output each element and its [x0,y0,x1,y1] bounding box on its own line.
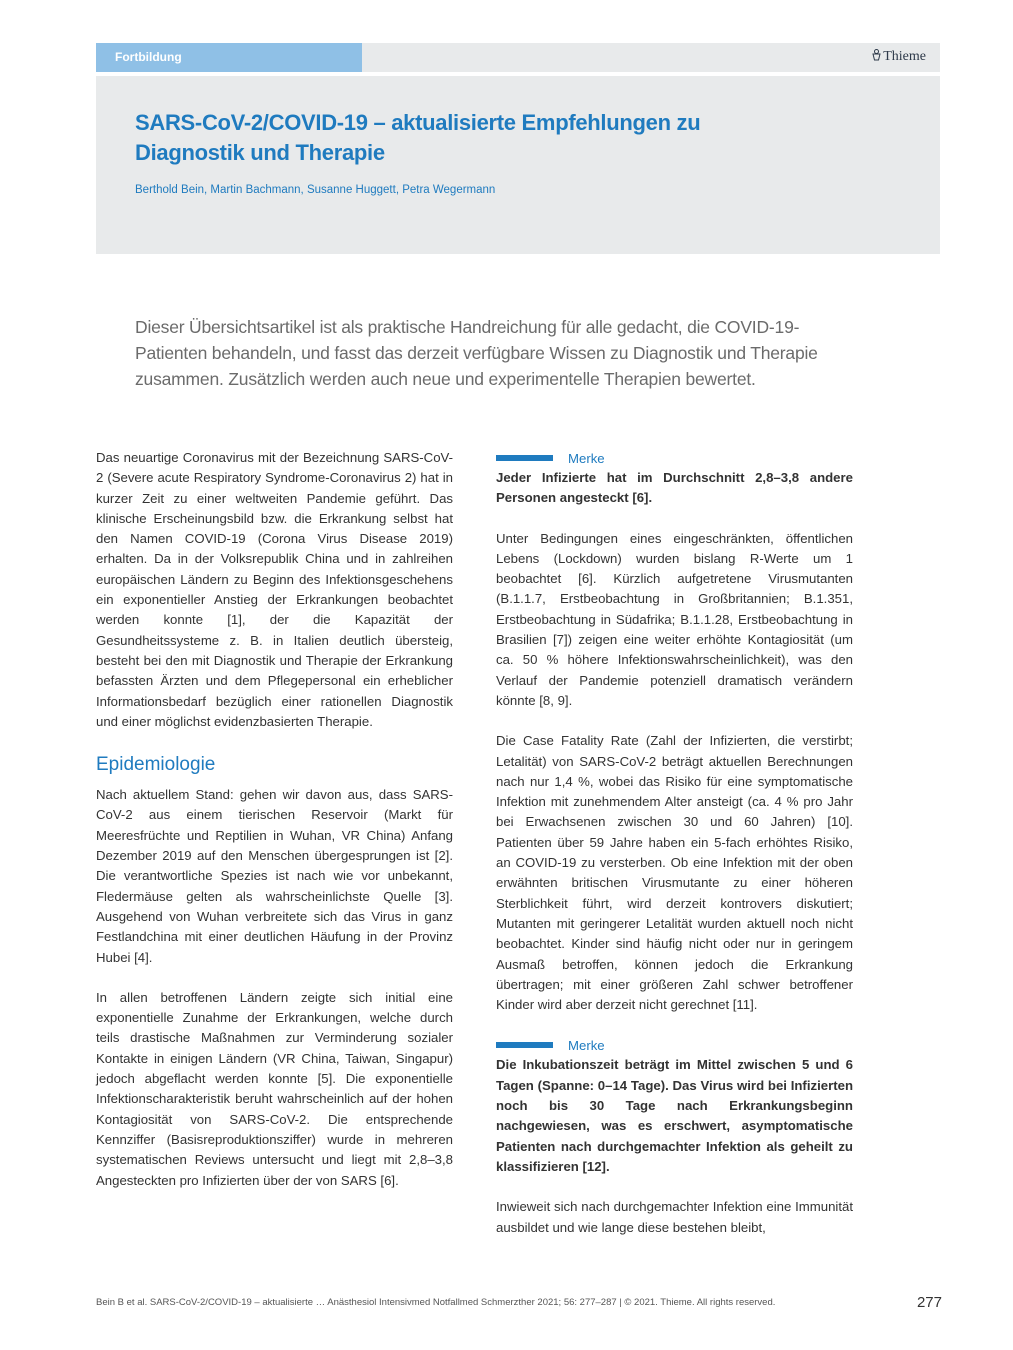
article-title: SARS-CoV-2/COVID-19 – aktualisierte Empfehlungen zu Diagnostik und Therapie [135,110,701,165]
article-authors: Berthold Bein, Martin Bachmann, Susanne Huggett, Petra Wegermann [135,184,496,196]
right-column [496,448,853,1258]
footer-citation: Bein B et al. SARS-CoV-2/COVID-19 – aktualisierte … Anästhesiol Intensivmed Notfallmed Schmerzther 2021; 56: 277–287 | © 2021. Thieme. All rights reserved. [96,1297,776,1308]
publisher-name: Thieme [883,49,926,64]
thieme-logo-icon [872,49,881,61]
body-paragraph: Unter Bedingungen eines eingeschränkten, öffentlichen Lebens (Lockdown) wurden bislang R-Werte um 1 beobachtet [6]. Kürzlich aufgetretene Virusmutanten (B.1.1.7, Erstbeobachtung in Großbritannien; B.1.351, Erstbeobachtung in Südafrika; B.1.1.28, Erstbeobachtung in Brasilien [7]) zeigen eine weiter erhöhte Kontagiosität (um ca. 50 % höhere Infektionswahrscheinlichkeit), was den Verlauf der Pandemie potenziell dramatisch verändern könnte [8, 9]. [496,530,853,708]
header-bar [96,43,940,72]
merke-box [496,1035,853,1177]
merke-text: Die Inkubationszeit beträgt im Mittel zwischen 5 und 6 Tagen (Spanne: 0–14 Tage). Das Virus wird bei Infizierten noch bis 30 Tage nach Erkrankungsbeginn nachgewiesen, was es erschwert, asymptomatische Patienten nach durchgemachter Infektion als geheilt zu klassifizieren [12]. [496,1057,853,1174]
section-label: Fortbildung [96,43,362,72]
body-paragraph: Nach aktuellem Stand: gehen wir davon aus, dass SARS-CoV-2 aus einem tierischen Reservoir (Markt für Meeresfrüchte und Reptilien in Wuhan, VR China) Anfang Dezember 2019 auf den Menschen übergesprungen ist [2]. Die verantwortliche Spezies ist nach wie vor unbekannt, Fledermäuse gelten als wahrscheinlichste Quelle [3]. Ausgehend von Wuhan verbreitete sich das Virus in ganz Festlandchina mit einer deutlichen Häufung in der Provinz Hubei [4]. [96,787,453,965]
merke-label: Merke [568,1037,605,1053]
body-paragraph: Inwieweit sich nach durchgemachter Infektion eine Immunität ausbildet und wie lange diese bestehen bleibt, [496,1199,853,1235]
merke-bar-icon [496,455,553,461]
article-lead: Dieser Übersichtsartikel ist als praktische Handreichung für alle gedacht, die COVID-19-Patienten behandeln, und fasst das derzeit verfügbare Wissen zu Diagnostik und Therapie zusammen. Zusätzlich werden auch neue und experimentelle Therapien bewertet. [135,317,818,389]
merke-header [496,448,853,468]
page-number: 277 [916,1294,942,1311]
body-paragraph: In allen betroffenen Ländern zeigte sich initial eine exponentielle Zunahme der Erkrankungen, welche durch teils drastische Maßnahmen zur Verminderung sozialer Kontakte in einigen Ländern (VR China, Taiwan, Singapur) jedoch abgeflacht werden konnte [5]. Die exponentielle Infektionscharakteristik beruht wahrscheinlich auf der hohen Kontagiosität von SARS-CoV-2. Die entsprechende Kennziffer (Basisreproduktionsziffer) wurde in mehreren systematischen Reviews untersucht und liegt mit 2,8–3,8 Angesteckten pro Infizierten über der von SARS [6]. [96,989,453,1188]
merke-box [496,448,853,509]
merke-header [496,1035,853,1055]
merke-text: Jeder Infizierte hat im Durchschnitt 2,8–3,8 andere Personen angesteckt [6]. [496,470,853,506]
intro-paragraph: Das neuartige Coronavirus mit der Bezeichnung SARS-CoV-2 (Severe acute Respiratory Syndrome-Coronavirus 2) hat in kurzer Zeit zu einer weltweiten Pandemie geführt. Das klinische Erscheinungsbild bzw. die Erkrankung selbst hat den Namen COVID-19 (Corona Virus Disease 2019) erhalten. Da in der Volksrepublik China und in zahlreihen europäischen Ländern zu Beginn des Infektionsgeschehens ein exponentieller Anstieg der Erkrankungen beobachtet werden konnte [1], der die Kapazität der Gesundheitssysteme z. B. in Italien deutlich übersteig, besteht bei den mit Diagnostik und Therapie der Erkrankung befassten Ärzten und dem Pflegepersonal ein erheblicher Informationsbedarf bezüglich einer rationellen Diagnostik und einer möglichst evidenzbasierten Therapie. [96,450,453,729]
publisher-logo [872,49,926,65]
left-column [96,448,453,1211]
merke-label: Merke [568,450,605,466]
section-heading-epidemiologie: Epidemiologie [96,754,216,776]
title-box [96,76,940,254]
merke-bar-icon [496,1042,553,1048]
body-paragraph: Die Case Fatality Rate (Zahl der Infizierten, die verstirbt; Letalität) von SARS-CoV-2 beträgt aktuellen Berechnungen nach nur 1,4 %, wobei das Risiko für eine symptomatische Infektion mit zunehmendem Alter ansteigt (ca. 4 % pro Jahr bei Erwachsenen zwischen 30 und 60 Jahren) [10]. Patienten über 59 Jahre haben ein 5-fach erhöhtes Risiko, an COVID-19 zu versterben. Ob eine Infektion mit der oben erwähnten britischen Virusmutante zu einer höheren Sterblichkeit führt, wird derzeit kontrovers diskutiert; Mutanten mit geringerer Letalität wurden aktuell noch nicht beobachtet. Kinder sind häufig nicht oder nur in geringem Ausmaß betroffen, können jedoch die Erkrankung übertragen; mit einer größeren Zahl schwer betroffener Kinder wird aber derzeit nicht gerechnet [11]. [496,733,853,1013]
